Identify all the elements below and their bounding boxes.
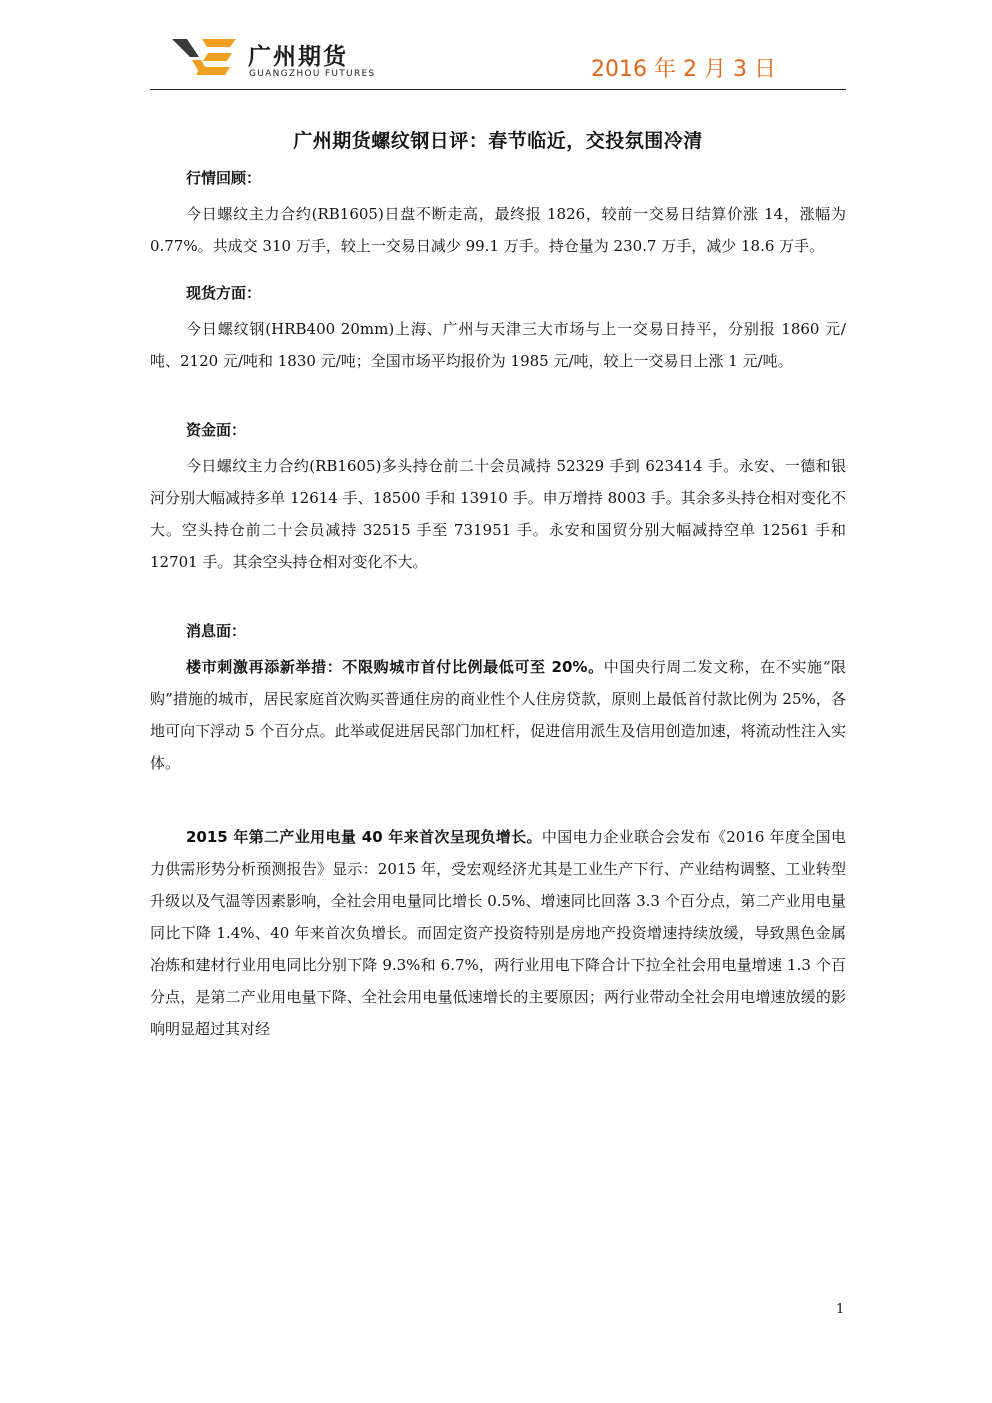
logo-english-name: GUANGZHOU FUTURES [249, 69, 376, 79]
news-headline: 2015 年第二产业用电量 40 年来首次呈现负增长。 [186, 828, 542, 846]
market-review-paragraph: 今日螺纹主力合约(RB1605)日盘不断走高，最终报 1826，较前一交易日结算价涨 14，涨幅为 0.77%。共成交 310 万手，较上一交易日减少 99.1 万手。持仓量为 230.7 万手，减少 18.6 万手。 [150, 205, 846, 255]
report-body [150, 126, 846, 1045]
section-heading-market-review: 行情回顾： [186, 169, 262, 187]
page-number: 1 [836, 1302, 845, 1317]
news-item [150, 651, 846, 779]
news-body: 中国电力企业联合会发布《2016 年度全国电力供需形势分析预测报告》显示：2015 年，受宏观经济尤其是工业生产下行、产业结构调整、工业转型升级以及气温等因素影响，全社会用电量同比增长 0.5%、增速同比回落 3.3 个百分点，第二产业用电量同比下降 1.4%、40 年来首次负增长。而固定资产投资特别是房地产投资增速持续放缓，导致黑色金属冶炼和建材行业用电同比分别下降 9.3%和 6.7%，两行业用电下降合计下拉全社会用电量增速 1.3 个百分点，是第二产业用电量下降、全社会用电量低速增长的主要原因；两行业带动全社会用电增速放缓的影响明显超过其对经 [150, 828, 846, 1038]
section-heading-spot: 现货方面： [186, 284, 262, 302]
logo-mark-icon [172, 36, 238, 80]
section-heading-news: 消息面： [186, 622, 247, 640]
report-title: 广州期货螺纹钢日评：春节临近，交投氛围冷清 [293, 130, 703, 152]
funds-paragraph: 今日螺纹主力合约(RB1605)多头持仓前二十会员减持 52329 手到 623414 手。永安、一德和银河分别大幅减持多单 12614 手、18500 手和 13910 手。申万增持 8003 手。其余多头持仓相对变化不大。空头持仓前二十会员减持 32515 手至 731951 手。永安和国贸分别大幅减持空单 12561 手和 12701 手。其余空头持仓相对变化不大。 [150, 457, 846, 571]
logo-chinese-name: 广州期货 [248, 44, 348, 70]
header-divider [150, 89, 846, 90]
spot-paragraph: 今日螺纹钢(HRB400 20mm)上海、广州与天津三大市场与上一交易日持平，分别报 1860 元/吨、2120 元/吨和 1830 元/吨；全国市场平均报价为 1985 元/吨，较上一交易日上涨 1 元/吨。 [150, 320, 846, 370]
news-body: 中国央行周二发文称，在不实施“限购”措施的城市，居民家庭首次购买普通住房的商业性个人住房贷款，原则上最低首付款比例为 25%，各地可向下浮动 5 个百分点。此举或促进居民部门加杠杆，促进信用派生及信用创造加速，将流动性注入实体。 [150, 658, 847, 772]
news-headline: 楼市刺激再添新举措：不限购城市首付比例最低可至 20%。 [186, 658, 604, 676]
page-header [150, 30, 846, 90]
report-date: 2016 年 2 月 3 日 [591, 57, 776, 82]
section-heading-funds: 资金面： [186, 421, 247, 439]
news-item [150, 821, 846, 1045]
company-logo [172, 36, 382, 86]
